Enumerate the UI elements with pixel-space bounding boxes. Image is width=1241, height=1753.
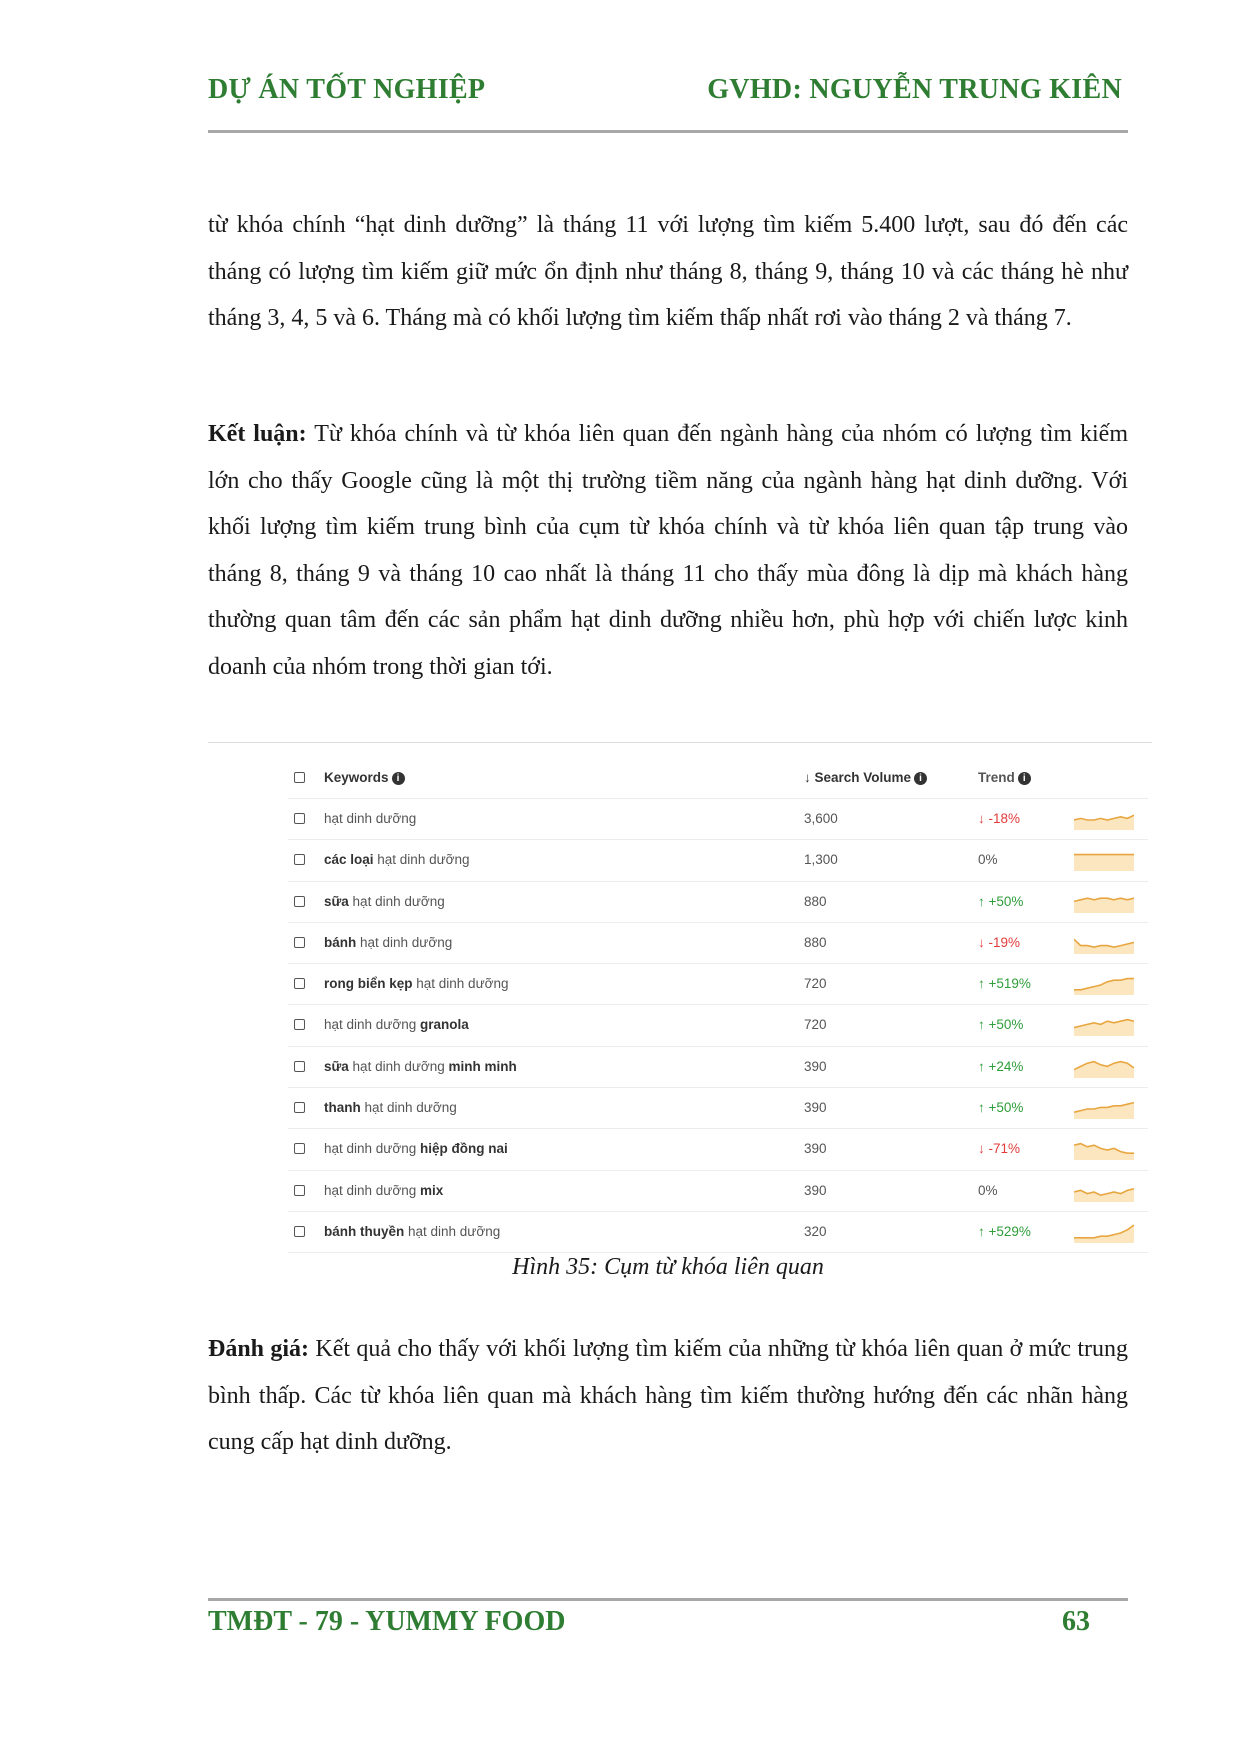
table-row[interactable]	[288, 1005, 1148, 1046]
trend-value: +50%	[988, 1100, 1024, 1116]
trend-value: +529%	[988, 1223, 1031, 1239]
keyword-cell[interactable]	[324, 976, 508, 991]
sparkline-area	[1074, 898, 1134, 913]
keyword-modifier: thanh	[324, 1100, 361, 1116]
trend-sparkline	[1074, 1180, 1134, 1202]
keyword-base: hạt dinh dưỡng	[373, 852, 470, 868]
evaluation-label: Đánh giá:	[208, 1336, 310, 1362]
table-row[interactable]	[288, 1171, 1148, 1212]
table-row[interactable]	[288, 799, 1148, 840]
trend-value: -18%	[988, 811, 1021, 826]
footer-divider	[208, 1598, 1128, 1601]
evaluation-text: Kết quả cho thấy với khối lượng tìm kiếm của những từ khóa liên quan ở mức trung bình thấp. Các từ khóa liên quan mà khách hàng tìm kiếm thường hướng đến các nhãn hàng cung cấp hạt dinh dưỡng.	[208, 1336, 1129, 1455]
trend-cell	[978, 1183, 998, 1198]
project-title: DỰ ÁN TỐT NGHIỆP	[208, 74, 486, 105]
arrow-down-icon: ↓	[978, 934, 989, 950]
trend-sparkline	[1074, 891, 1134, 913]
keyword-modifier: rong biển kẹp	[324, 976, 413, 992]
search-volume-cell: 390	[804, 1058, 827, 1074]
row-checkbox[interactable]	[294, 813, 305, 824]
sparkline-area	[1074, 855, 1134, 871]
row-checkbox[interactable]	[294, 1061, 305, 1072]
table-row[interactable]	[288, 840, 1148, 881]
trend-value: -71%	[988, 1141, 1021, 1157]
row-checkbox[interactable]	[294, 896, 305, 907]
row-checkbox[interactable]	[294, 1226, 305, 1237]
keyword-table-figure	[208, 742, 1152, 1242]
keyword-base: hạt dinh dưỡng	[360, 1100, 457, 1116]
info-icon[interactable]: i	[914, 772, 927, 785]
keyword-modifier: sữa	[324, 893, 349, 909]
arrow-up-icon: ↑	[978, 893, 989, 909]
search-volume-cell: 320	[804, 1223, 827, 1239]
keyword-base: hạt dinh dưỡng	[348, 893, 445, 909]
sparkline-area	[1074, 1144, 1134, 1160]
row-checkbox[interactable]	[294, 1019, 305, 1030]
keyword-cell[interactable]	[324, 1059, 517, 1074]
trend-value: -19%	[988, 934, 1021, 950]
trend-sparkline	[1074, 1056, 1134, 1078]
trend-sparkline	[1074, 1138, 1134, 1160]
footer-title: TMĐT - 79 - YUMMY FOOD	[208, 1606, 566, 1637]
table-row[interactable]	[288, 1088, 1148, 1129]
trend-sparkline	[1074, 808, 1134, 830]
table-header-row	[288, 758, 1148, 799]
keyword-base: hạt dinh dưỡng	[356, 934, 453, 950]
supervisor-name: GVHD: NGUYỄN TRUNG KIÊN	[707, 74, 1122, 105]
keyword-base: hạt dinh dưỡng	[324, 1141, 420, 1157]
arrow-up-icon: ↑	[978, 1223, 989, 1239]
trend-sparkline	[1074, 1097, 1134, 1119]
keyword-base: hạt dinh dưỡng	[348, 1058, 449, 1074]
keywords-column-header[interactable]	[324, 770, 405, 785]
trend-sparkline	[1074, 973, 1134, 995]
trend-cell	[978, 1141, 1020, 1156]
sparkline-area	[1074, 1061, 1134, 1077]
row-checkbox[interactable]	[294, 937, 305, 948]
table-row[interactable]	[288, 923, 1148, 964]
table-row[interactable]	[288, 1212, 1148, 1253]
arrow-up-icon: ↑	[978, 976, 989, 992]
search-volume-header-label: ↓ Search Volume	[804, 770, 912, 785]
row-checkbox[interactable]	[294, 978, 305, 989]
table-row[interactable]	[288, 882, 1148, 923]
search-volume-cell: 720	[804, 1017, 827, 1033]
keyword-modifier: minh minh	[448, 1058, 517, 1074]
paragraph-evaluation	[208, 1326, 1128, 1466]
trend-value: 0%	[978, 852, 998, 868]
header-divider	[208, 130, 1128, 133]
trend-cell	[978, 935, 1020, 950]
table-row[interactable]	[288, 1129, 1148, 1170]
keyword-modifier: bánh	[324, 934, 357, 950]
keyword-base: hạt dinh dưỡng	[404, 1223, 501, 1239]
trend-cell	[978, 1224, 1031, 1239]
paragraph-search-months: từ khóa chính “hạt dinh dưỡng” là tháng 11 với lượng tìm kiếm 5.400 lượt, sau đó đến các tháng có lượng tìm kiếm giữ mức ổn định như tháng 8, tháng 9, tháng 10 và các tháng hè như tháng 3, 4, 5 và 6. Tháng mà có khối lượng tìm kiếm thấp nhất rơi vào tháng 2 và tháng 7.	[208, 212, 1128, 331]
keyword-modifier: granola	[419, 1017, 469, 1033]
arrow-up-icon: ↑	[978, 1100, 989, 1116]
table-row[interactable]	[288, 1047, 1148, 1088]
trend-sparkline	[1074, 932, 1134, 954]
trend-cell	[978, 1059, 1023, 1074]
trend-sparkline	[1074, 1014, 1134, 1036]
trend-cell	[978, 811, 1020, 826]
conclusion-text: Từ khóa chính và từ khóa liên quan đến ngành hàng của nhóm có lượng tìm kiếm lớn cho thấy Google cũng là một thị trường tiềm năng của ngành hàng hạt dinh dưỡng. Với khối lượng tìm kiếm trung bình của cụm từ khóa chính và từ khóa liên quan tập trung vào tháng 8, tháng 9 và tháng 10 cao nhất là tháng 11 cho thấy mùa đông là dịp mà khách hàng thường quan tâm đến các sản phẩm hạt dinh dưỡng nhiều hơn, phù hợp với chiến lược kinh doanh của nhóm trong thời gian tới.	[208, 421, 1128, 680]
select-all-checkbox[interactable]	[294, 772, 305, 783]
arrow-down-icon: ↓	[978, 1141, 989, 1157]
trend-cell	[978, 894, 1023, 909]
conclusion-label: Kết luận:	[208, 421, 307, 447]
trend-cell	[978, 1100, 1023, 1115]
trend-value: +50%	[988, 893, 1024, 909]
trend-sparkline	[1074, 1221, 1134, 1243]
keyword-cell[interactable]	[324, 1141, 508, 1156]
search-volume-cell: 720	[804, 976, 827, 992]
arrow-up-icon: ↑	[978, 1017, 989, 1033]
keyword-cell[interactable]	[324, 811, 416, 826]
page-header	[208, 74, 1122, 114]
info-icon[interactable]: i	[392, 772, 405, 785]
sparkline-area	[1074, 939, 1134, 954]
search-volume-cell: 880	[804, 934, 827, 950]
keyword-modifier: bánh thuyền	[324, 1223, 405, 1239]
keyword-base: hạt dinh dưỡng	[412, 976, 509, 992]
sparkline-area	[1074, 1225, 1134, 1243]
keyword-cell[interactable]	[324, 1183, 443, 1198]
row-checkbox[interactable]	[294, 1185, 305, 1196]
trend-value: +50%	[988, 1017, 1024, 1033]
keyword-cell[interactable]	[324, 894, 445, 909]
sparkline-area	[1074, 979, 1134, 995]
trend-cell	[978, 976, 1031, 991]
keyword-base: hạt dinh dưỡng	[324, 1017, 420, 1033]
keyword-modifier: hiệp đồng nai	[419, 1141, 508, 1157]
table-row[interactable]	[288, 964, 1148, 1005]
keyword-cell[interactable]	[324, 935, 452, 950]
arrow-up-icon: ↑	[978, 1058, 989, 1074]
trend-value: 0%	[978, 1182, 998, 1198]
row-checkbox[interactable]	[294, 1143, 305, 1154]
search-volume-cell: 3,600	[804, 811, 838, 826]
paragraph-conclusion	[208, 411, 1128, 690]
row-checkbox[interactable]	[294, 1102, 305, 1113]
figure-top-border	[208, 742, 1152, 743]
figure-caption: Hình 35: Cụm từ khóa liên quan	[512, 1254, 824, 1280]
trend-value: +24%	[988, 1058, 1024, 1074]
trend-cell	[978, 1017, 1023, 1032]
trend-value: +519%	[988, 976, 1031, 992]
keyword-base: hạt dinh dưỡng	[324, 811, 417, 826]
trend-column-header[interactable]	[978, 770, 1031, 785]
keyword-modifier: các loại	[324, 852, 374, 868]
search-volume-cell: 880	[804, 893, 827, 909]
info-icon[interactable]: i	[1018, 772, 1031, 785]
search-volume-cell: 390	[804, 1141, 827, 1157]
keyword-modifier: sữa	[324, 1058, 349, 1074]
search-volume-cell: 390	[804, 1182, 827, 1198]
keyword-cell[interactable]	[324, 1100, 457, 1115]
trend-cell	[978, 852, 998, 867]
search-volume-column-header[interactable]	[804, 770, 927, 785]
keyword-base: hạt dinh dưỡng	[324, 1182, 420, 1198]
page-number: 63	[1062, 1606, 1090, 1637]
arrow-down-icon: ↓	[978, 811, 989, 826]
keywords-header-label: Keywords	[324, 770, 389, 785]
trend-sparkline	[1074, 849, 1134, 871]
keyword-cell[interactable]	[324, 1017, 469, 1032]
keyword-cell[interactable]	[324, 852, 470, 867]
keyword-table	[288, 758, 1148, 1253]
search-volume-cell: 390	[804, 1100, 827, 1116]
keyword-modifier: mix	[419, 1182, 444, 1198]
keyword-cell[interactable]	[324, 1224, 500, 1239]
search-volume-cell: 1,300	[804, 852, 838, 868]
trend-header-label: Trend	[978, 770, 1015, 785]
row-checkbox[interactable]	[294, 854, 305, 865]
